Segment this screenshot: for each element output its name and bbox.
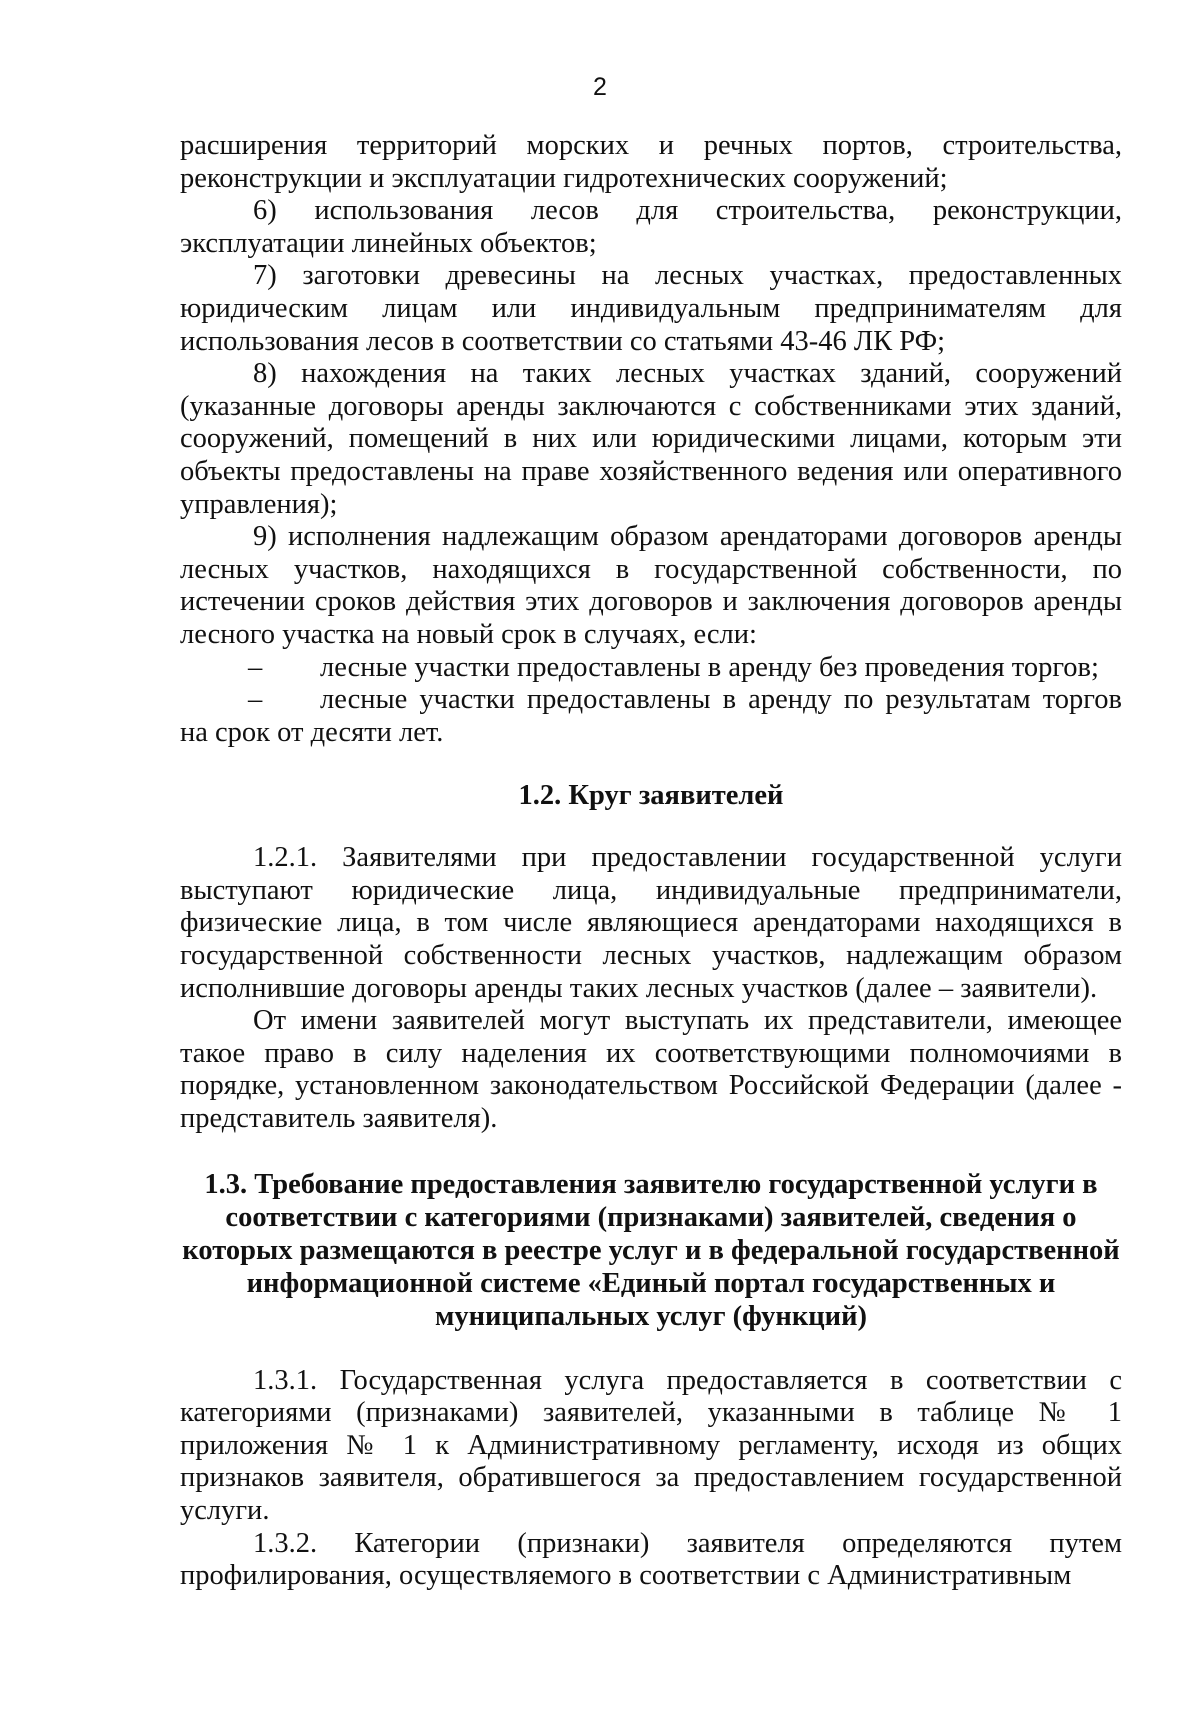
list-item-9: 9) исполнения надлежащим образом арендаторами договоров аренды лесных участков, находящихся в государственной собственности, по истечении сроков действия этих договоров и заключения договоров аренды лесного участка на новый срок в случаях, если: [180, 521, 1122, 650]
document-body [180, 130, 1122, 1593]
list-item-7: 7) заготовки древесины на лесных участках, предоставленных юридическим лицам или индивидуальным предпринимателям для использования лесов в соответствии со статьями 43-46 ЛК РФ; [180, 260, 1122, 357]
paragraph-representatives: От имени заявителей могут выступать их представители, имеющее такое право в силу наделения их соответствующими полномочиями в порядке, установленном законодательством Российской Федерации (далее - представитель заявителя). [180, 1005, 1122, 1135]
page-number: 2 [593, 73, 607, 101]
paragraph-continuation: расширения территорий морских и речных портов, строительства, реконструкции и эксплуатации гидротехнических сооружений; [180, 130, 1122, 194]
paragraph-1-3-1: 1.3.1. Государственная услуга предоставляется в соответствии с категориями (признаками) заявителей, указанными в таблице № 1 приложения № 1 к Административному регламенту, исходя из общих признаков заявителя, обратившегося за предоставлением государственной услуги. [180, 1364, 1122, 1526]
dash-item-text: лесные участки предоставлены в аренду без проведения торгов; [320, 651, 1099, 683]
dash-bullet: – [248, 684, 263, 716]
paragraph-1-3-2: 1.3.2. Категории (признаки) заявителя определяются путем профилирования, осуществляемого в соответствии с Административным [180, 1527, 1122, 1592]
dash-list-item [180, 652, 1122, 685]
paragraph-1-2-1: 1.2.1. Заявителями при предоставлении государственной услуги выступают юридические лица, индивидуальные предприниматели, физические лица, в том числе являющиеся арендаторами находящихся в государственной собственности лесных участков, надлежащим образом исполнившие договоры аренды таких лесных участков (далее – заявители). [180, 842, 1122, 1004]
dash-bullet: – [248, 651, 263, 683]
section-heading-1-2: 1.2. Круг заявителей [518, 780, 784, 812]
section-heading-1-3: 1.3. Требование предоставления заявителю государственной услуги в соответствии с категориями (признаками) заявителей, сведения о которых размещаются в реестре услуг и в федеральной государственной информационной системе «Единый портал государственных и муниципальных услуг (функций) [182, 1168, 1120, 1332]
list-item-8: 8) нахождения на таких лесных участках зданий, сооружений (указанные договоры аренды заключаются с собственниками этих зданий, сооружений, помещений в них или юридическими лицами, которым эти объекты предоставлены на праве хозяйственного ведения или оперативного управления); [180, 358, 1122, 520]
list-item-6: 6) использования лесов для строительства, реконструкции, эксплуатации линейных объектов; [180, 195, 1122, 259]
dash-item-text: лесные участки предоставлены в аренду по результатам торгов на срок от десяти лет. [180, 684, 1122, 748]
dash-list-item [180, 684, 1122, 749]
